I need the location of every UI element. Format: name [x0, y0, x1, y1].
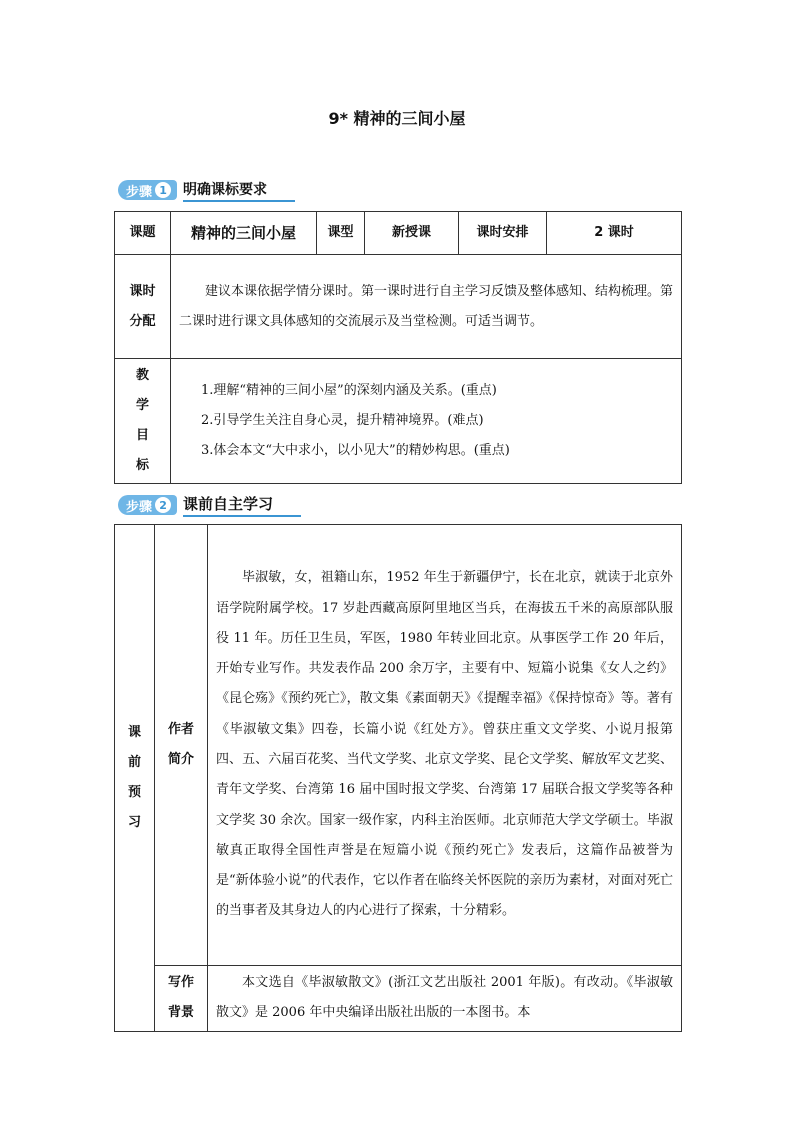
course-requirements-table	[114, 211, 682, 484]
goals-label-char: 标	[135, 458, 149, 473]
author-label-line-2: 简介	[167, 752, 194, 767]
type-value: 新授课	[365, 212, 459, 255]
step-1-heading: 明确课标要求	[183, 179, 295, 202]
step-2-header	[118, 493, 301, 517]
goal-item: 2.引导学生关注自身心灵，提升精神境界。(难点)	[201, 413, 484, 428]
writing-background: 本文选自《毕淑敏散文》(浙江文艺出版社 2001 年版)。有改动。《毕淑敏散文》是 2006 年中央编译出版社出版的一本图书。本	[208, 966, 682, 1032]
step-1-badge	[118, 180, 177, 200]
background-label-line-2: 背景	[167, 1005, 194, 1021]
pre-study-label-char: 课	[127, 724, 141, 740]
step-2-badge	[118, 495, 177, 515]
allocation-label-line-2: 分配	[129, 313, 156, 329]
topic-label: 课题	[115, 212, 171, 255]
author-label-line-1: 作者	[167, 722, 194, 737]
step-2-number: 2	[155, 497, 171, 513]
step-2-badge-label: 步骤	[126, 499, 153, 515]
author-label	[155, 525, 208, 966]
topic-value: 精神的三间小屋	[171, 212, 317, 255]
type-label: 课型	[317, 212, 365, 255]
author-biography: 毕淑敏，女，祖籍山东，1952 年生于新疆伊宁，长在北京，就读于北京外语学院附属学校。17 岁赴西藏高原阿里地区当兵，在海拔五千米的高原部队服役 11 年。历任卫生员，军医，1980 年转业回北京。从事医学工作 20 年后，开始专业写作。共发表作品 200 余万字，主要有中、短篇小说集《女人之约》《昆仑殇》《预约死亡》，散文集《素面朝天》《提醒幸福》《保持惊奇》等。著有《毕淑敏文集》四卷，长篇小说《红处方》。曾获庄重文文学奖、小说月报第四、五、六届百花奖、当代文学奖、北京文学奖、昆仑文学奖、解放军文艺奖、青年文学奖、台湾第 16 届中国时报文学奖、台湾第 17 届联合报文学奖等各种文学奖 30 余次。国家一级作家，内科主治医师。北京师范大学文学硕士。毕淑敏真正取得全国性声誉是在短篇小说《预约死亡》发表后，这篇作品被誉为是“新体验小说”的代表作，它以作者在临终关怀医院的亲历为素材，对面对死亡的当事者及其身边人的内心进行了探索，十分精彩。	[208, 525, 682, 966]
pre-class-study-table	[114, 524, 682, 1032]
background-label-line-1: 写作	[167, 975, 194, 991]
step-1-header	[118, 178, 295, 202]
step-1-badge-label: 步骤	[126, 184, 153, 200]
step-1-number: 1	[155, 182, 171, 198]
goals-label-char: 学	[135, 398, 149, 413]
goals-label	[115, 359, 171, 484]
goal-item: 3.体会本文“大中求小，以小见大”的精妙构思。(重点)	[201, 443, 510, 458]
step-2-heading: 课前自主学习	[183, 493, 301, 517]
goals-label-char: 教	[135, 368, 149, 383]
allocation-label	[115, 255, 171, 359]
schedule-label: 课时安排	[459, 212, 547, 255]
schedule-value: 2 课时	[547, 212, 682, 255]
goal-item: 1.理解“精神的三间小屋”的深刻内涵及关系。(重点)	[201, 383, 497, 398]
pre-study-label-char: 预	[127, 784, 141, 800]
background-label	[155, 966, 208, 1032]
pre-study-label-char: 习	[127, 814, 141, 830]
allocation-label-line-1: 课时	[129, 283, 156, 299]
allocation-text: 建议本课依据学情分课时。第一课时进行自主学习反馈及整体感知、结构梳理。第二课时进行课文具体感知的交流展示及当堂检测。可适当调节。	[171, 255, 682, 359]
pre-study-label	[115, 525, 155, 1032]
page-title: 9* 精神的三间小屋	[328, 109, 466, 128]
goals-list	[171, 359, 682, 484]
pre-study-label-char: 前	[127, 754, 141, 770]
goals-label-char: 目	[135, 428, 149, 443]
